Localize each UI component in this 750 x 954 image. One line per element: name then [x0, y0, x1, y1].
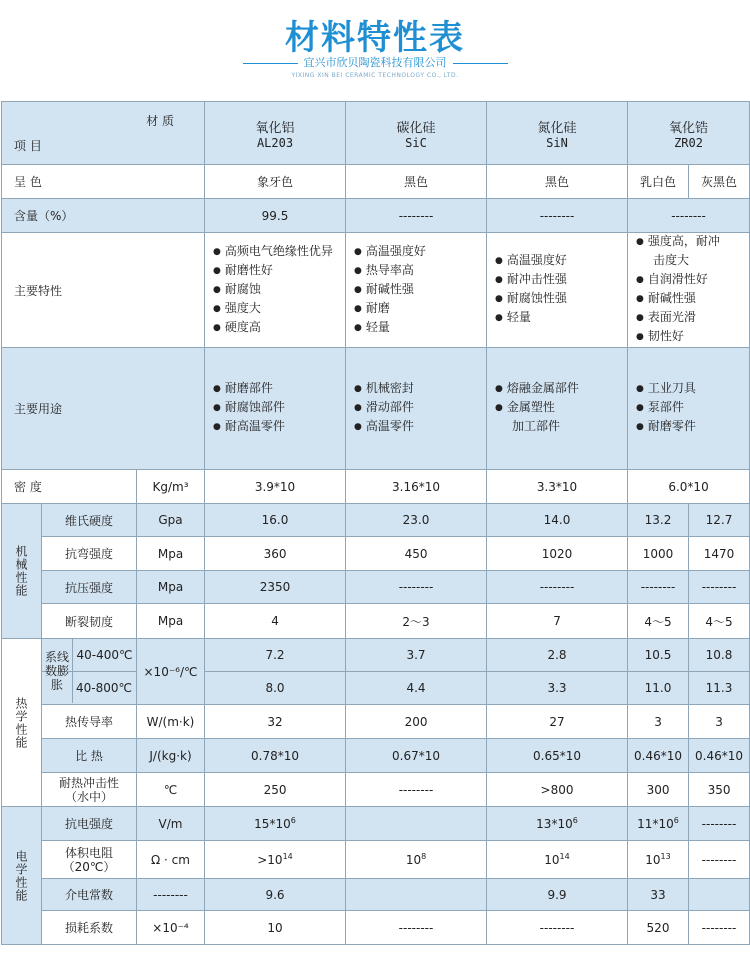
cell: 99.5 [205, 199, 346, 233]
cell: 7.2 [205, 639, 346, 672]
use-list-cell [205, 348, 346, 470]
list-item: ● 金属塑性 [495, 399, 627, 418]
list-item: ● 耐碱性强 [354, 281, 486, 300]
company-name-en: YIXING XIN BEI CERAMIC TECHNOLOGY CO., LTD. [291, 72, 459, 79]
cell: -------- [487, 199, 628, 233]
group-label-mechanical: 机械性能 [2, 504, 42, 639]
item-header: 项 目 [14, 139, 42, 153]
unit-cell: Gpa [137, 504, 205, 537]
list-item: ● 高温强度好 [354, 243, 486, 262]
cell: 3.3 [487, 672, 628, 705]
cell: 4.4 [346, 672, 487, 705]
cell [346, 807, 487, 841]
cell: -------- [689, 911, 750, 945]
cell: 0.78*10 [205, 739, 346, 773]
cell: 1470 [689, 537, 750, 571]
material-header-alumina: 氧化铝 AL203 [205, 102, 346, 165]
cell: $10^8$ [346, 841, 487, 879]
cell: 3.9*10 [205, 470, 346, 504]
list-item: ● 耐磨部件 [213, 380, 345, 399]
cell: 450 [346, 537, 487, 571]
page-header [0, 0, 750, 100]
list-item: ● 耐碱性强 [636, 290, 749, 309]
list-item: ● 耐磨零件 [636, 418, 749, 437]
row-label: 损耗系数 [42, 911, 137, 945]
cell: 6.0*10 [628, 470, 750, 504]
unit-cell: Mpa [137, 537, 205, 571]
unit-cell: ×10⁻⁴ [137, 911, 205, 945]
unit-cell: Mpa [137, 571, 205, 604]
list-item: ● 自润滑性好 [636, 271, 749, 290]
material-header-zirconia: 氧化锆 ZR02 [628, 102, 750, 165]
row-label: 热传导率 [42, 705, 137, 739]
list-item: 加工部件 [512, 419, 561, 433]
cell: 2350 [205, 571, 346, 604]
list-item: ● 热导率高 [354, 262, 486, 281]
material-properties-table [1, 101, 750, 807]
list-item: ● 硬度高 [213, 319, 345, 338]
cell: 3.16*10 [346, 470, 487, 504]
cell: 13.2 [628, 504, 689, 537]
cell: 2.8 [487, 639, 628, 672]
cell: $10^{14}$ [487, 841, 628, 879]
cell: -------- [689, 571, 750, 604]
feature-list-cell [628, 233, 750, 348]
material-header-sic: 碳化硅 SiC [346, 102, 487, 165]
cell: 11.3 [689, 672, 750, 705]
cell: 300 [628, 773, 689, 807]
list-item: ● 高温强度好 [495, 252, 627, 271]
cell: -------- [487, 571, 628, 604]
cell: -------- [689, 841, 750, 879]
list-item: ● 泵部件 [636, 399, 749, 418]
expansion-label: 系线数膨胀 [42, 639, 73, 703]
cell: 32 [205, 705, 346, 739]
list-item: ● 耐磨 [354, 300, 486, 319]
group-label-electrical: 电学性能 [2, 807, 42, 945]
list-item: ● 耐冲击性强 [495, 271, 627, 290]
list-item: ● 高频电气绝缘性优异 [213, 243, 345, 262]
unit-cell: W/(m·k) [137, 705, 205, 739]
cell: 0.65*10 [487, 739, 628, 773]
cell: 10.5 [628, 639, 689, 672]
cell: 2～3 [346, 604, 487, 639]
list-item: ● 耐磨性好 [213, 262, 345, 281]
feature-list-cell [205, 233, 346, 348]
list-item: ● 耐腐蚀部件 [213, 399, 345, 418]
use-list-cell [628, 348, 750, 470]
unit-cell: J/(kg·k) [137, 739, 205, 773]
list-item: ● 强度高，耐冲 [636, 233, 749, 252]
cell: $>10^{14}$ [205, 841, 346, 879]
cell: 1000 [628, 537, 689, 571]
use-list-cell [487, 348, 628, 470]
divider [243, 63, 298, 64]
cell: 23.0 [346, 504, 487, 537]
corner-header-cell [2, 102, 205, 165]
cell: 4～5 [689, 604, 750, 639]
page-title: 材料特性表 [285, 18, 465, 58]
divider [453, 63, 508, 64]
cell: 10 [205, 911, 346, 945]
cell: $10^{13}$ [628, 841, 689, 879]
cell: -------- [346, 773, 487, 807]
unit-cell: V/m [137, 807, 205, 841]
cell: 8.0 [205, 672, 346, 705]
cell: 灰黑色 [689, 165, 750, 199]
cell: 200 [346, 705, 487, 739]
company-name: 宜兴市欣贝陶瓷科技有限公司 [303, 56, 447, 69]
cell: 9.6 [205, 879, 346, 911]
list-item: ● 工业刀具 [636, 380, 749, 399]
cell: 0.67*10 [346, 739, 487, 773]
cell: -------- [346, 199, 487, 233]
cell: 0.46*10 [628, 739, 689, 773]
cell: 4～5 [628, 604, 689, 639]
unit-cell: -------- [137, 879, 205, 911]
cell [689, 879, 750, 911]
list-item: 击度大 [653, 253, 690, 267]
cell: >800 [487, 773, 628, 807]
list-item: ● 熔融金属部件 [495, 380, 627, 399]
cell: 9.9 [487, 879, 628, 911]
cell: $11*10^6$ [628, 807, 689, 841]
row-label: 比 热 [42, 739, 137, 773]
row-label: 抗压强度 [42, 571, 137, 604]
cell: 12.7 [689, 504, 750, 537]
cell: 250 [205, 773, 346, 807]
row-label: 含量（%） [2, 199, 205, 233]
cell: 11.0 [628, 672, 689, 705]
row-label: 体积电阻 （20℃） [42, 841, 137, 879]
cell: 350 [689, 773, 750, 807]
cell: 黑色 [487, 165, 628, 199]
material-header-sin: 氮化硅 SiN [487, 102, 628, 165]
cell: 3.7 [346, 639, 487, 672]
row-label: 维氏硬度 [42, 504, 137, 537]
electrical-properties-table [1, 806, 750, 945]
cell: 3.3*10 [487, 470, 628, 504]
unit-cell: ℃ [137, 773, 205, 807]
cell: 3 [689, 705, 750, 739]
row-label: 主要特性 [2, 233, 205, 348]
row-label: 介电常数 [42, 879, 137, 911]
list-item: ● 耐高温零件 [213, 418, 345, 437]
feature-list-cell [346, 233, 487, 348]
list-item: ● 机械密封 [354, 380, 486, 399]
cell: -------- [487, 911, 628, 945]
cell: 黑色 [346, 165, 487, 199]
cell: 16.0 [205, 504, 346, 537]
cell: -------- [689, 807, 750, 841]
list-item: ● 滑动部件 [354, 399, 486, 418]
group-label-thermal: 热学性能 [2, 639, 42, 807]
cell: 1020 [487, 537, 628, 571]
cell: 27 [487, 705, 628, 739]
cell: 14.0 [487, 504, 628, 537]
list-item: ● 耐腐蚀 [213, 281, 345, 300]
list-item: ● 韧性好 [636, 328, 749, 347]
cell: -------- [346, 571, 487, 604]
range-label: 40-800℃ [76, 681, 132, 695]
unit-cell: ×10⁻⁶/℃ [137, 639, 205, 705]
list-item: ● 强度大 [213, 300, 345, 319]
cell [346, 879, 487, 911]
list-item: ● 高温零件 [354, 418, 486, 437]
list-item: ● 耐腐蚀性强 [495, 290, 627, 309]
row-label: 耐热冲击性 （水中） [42, 773, 137, 807]
cell: 360 [205, 537, 346, 571]
cell: $15*10^6$ [205, 807, 346, 841]
cell: 7 [487, 604, 628, 639]
cell: 33 [628, 879, 689, 911]
cell: 0.46*10 [689, 739, 750, 773]
range-label: 40-400℃ [76, 648, 133, 662]
cell: $13*10^6$ [487, 807, 628, 841]
row-label: 断裂韧度 [42, 604, 137, 639]
row-label: 抗弯强度 [42, 537, 137, 571]
cell: 4 [205, 604, 346, 639]
row-label: 主要用途 [2, 348, 205, 470]
list-item: ● 轻量 [495, 309, 627, 328]
list-item: ● 轻量 [354, 319, 486, 338]
cell: 乳白色 [628, 165, 689, 199]
cell: -------- [628, 199, 750, 233]
use-list-cell [346, 348, 487, 470]
cell: -------- [346, 911, 487, 945]
cell: 10.8 [689, 639, 750, 672]
cell: 象牙色 [205, 165, 346, 199]
cell: 3 [628, 705, 689, 739]
list-item: ● 表面光滑 [636, 309, 749, 328]
material-header: 材 质 [146, 114, 175, 128]
unit-cell: Ω · cm [137, 841, 205, 879]
row-label: 呈 色 [2, 165, 205, 199]
row-label: 密 度 [2, 470, 137, 504]
unit-cell: Mpa [137, 604, 205, 639]
cell: 520 [628, 911, 689, 945]
feature-list-cell [487, 233, 628, 348]
unit-cell: Kg/m³ [137, 470, 205, 504]
cell: -------- [628, 571, 689, 604]
row-label: 抗电强度 [42, 807, 137, 841]
